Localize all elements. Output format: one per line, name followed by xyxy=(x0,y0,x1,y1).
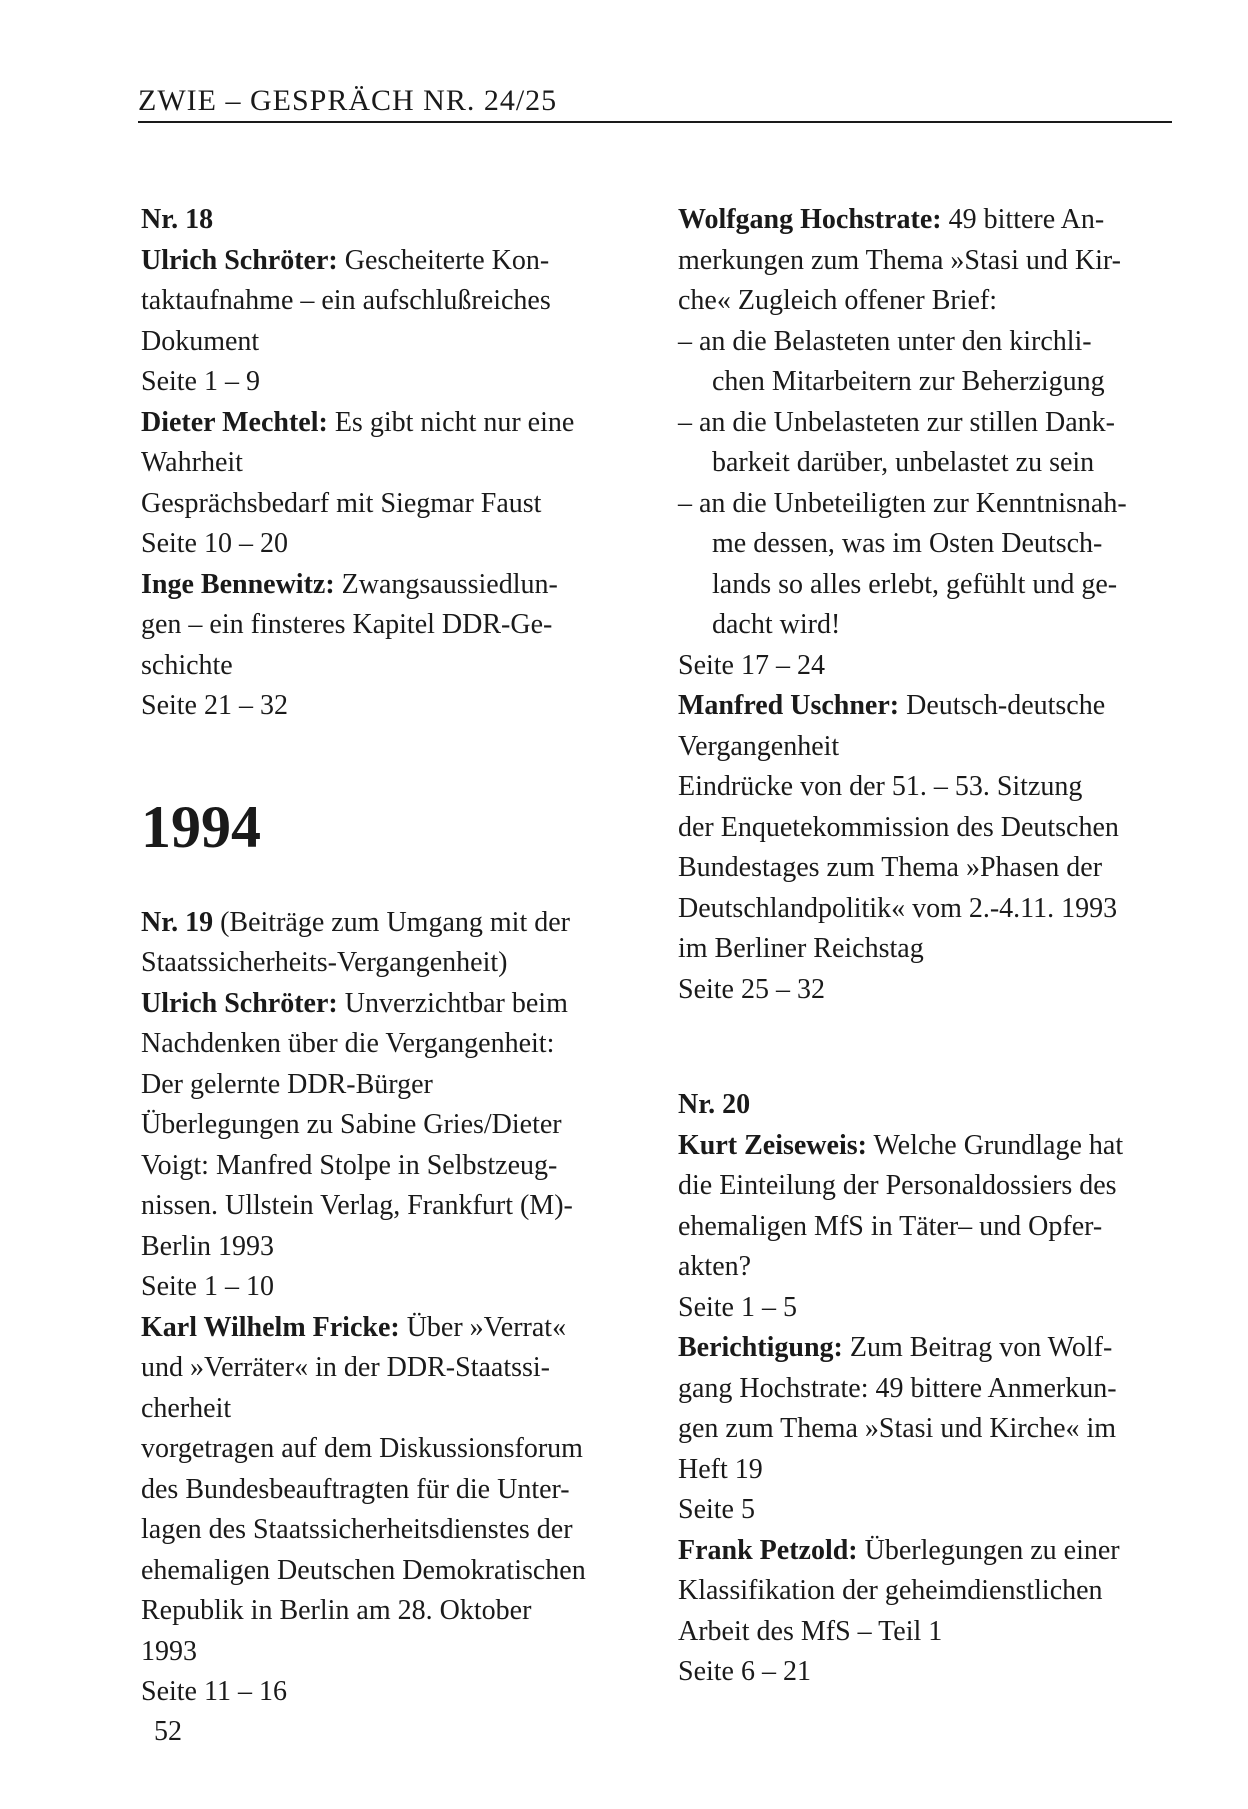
entry-title: Gescheiterte Kon- xyxy=(337,244,550,276)
entry-petzold xyxy=(678,1531,1178,1572)
entry-pages: Seite 10 – 20 xyxy=(141,528,288,559)
entry-pages: Seite 11 – 16 xyxy=(141,1676,287,1707)
section-gap xyxy=(678,1010,1178,1085)
running-header: ZWIE – GESPRÄCH NR. 24/25 xyxy=(138,84,558,117)
entry-author: Karl Wilhelm Fricke: xyxy=(141,1311,400,1343)
entry-pages: Seite 21 – 32 xyxy=(141,690,288,721)
entry-pages: Seite 1 – 5 xyxy=(678,1291,797,1323)
entry-zeiseweis xyxy=(678,1126,1178,1167)
entry-author: Wolfgang Hochstrate: xyxy=(678,204,942,235)
entry-title-line: Arbeit des MfS – Teil 1 xyxy=(678,1615,943,1647)
right-column xyxy=(678,200,1178,1693)
bullet-continuation: me dessen, was im Osten Deutsch- xyxy=(712,528,1103,559)
issue-note-line: Staatssicherheits-Vergangenheit) xyxy=(141,947,508,978)
entry-title-line: schichte xyxy=(141,649,233,681)
entry-title: Es gibt nicht nur eine xyxy=(327,406,575,438)
issue-number: Nr. 19 xyxy=(141,906,214,938)
entry-schroeter-1 xyxy=(141,241,661,282)
header-rule xyxy=(138,121,1172,123)
entry-fricke xyxy=(141,1308,661,1349)
entry-title-line: ehemaligen Deutschen Demokratischen xyxy=(141,1554,586,1586)
entry-title-line: Deutschlandpolitik« vom 2.-4.11. 1993 xyxy=(678,892,1118,924)
entry-title-line: Gesprächsbedarf mit Siegmar Faust xyxy=(141,487,542,519)
bullet-continuation: barkeit darüber, unbelastet zu sein xyxy=(712,447,1095,478)
entry-pages: Seite 1 – 9 xyxy=(141,366,260,397)
entry-title-line: ehemaligen MfS in Täter– und Opfer- xyxy=(678,1210,1103,1242)
entry-title-line: und »Verräter« in der DDR-Staatssi- xyxy=(141,1352,551,1383)
entry-title: Über »Verrat« xyxy=(399,1311,567,1343)
entry-title-line: Wahrheit xyxy=(141,447,243,478)
entry-title-line: akten? xyxy=(678,1251,752,1282)
issue-heading-nr19 xyxy=(141,903,661,944)
entry-author: Dieter Mechtel: xyxy=(141,406,328,438)
entry-title-line: 1993 xyxy=(141,1635,197,1667)
entry-pages: Seite 5 xyxy=(678,1494,755,1525)
entry-title: Zum Beitrag von Wolf- xyxy=(842,1332,1113,1363)
entry-title-line: die Einteilung der Personaldossiers des xyxy=(678,1170,1117,1201)
entry-uschner xyxy=(678,686,1178,727)
issue-heading-nr18: Nr. 18 xyxy=(141,204,214,235)
entry-title: Überlegungen zu einer xyxy=(857,1534,1120,1566)
entry-pages: Seite 25 – 32 xyxy=(678,973,825,1005)
entry-title-line: Heft 19 xyxy=(678,1453,763,1485)
entry-schroeter-2 xyxy=(141,984,661,1025)
entry-title-line: Dokument xyxy=(141,325,260,357)
entry-title-line: cherheit xyxy=(141,1392,232,1424)
entry-title-line: Vergangenheit xyxy=(678,730,840,762)
entry-title-line: lagen des Staatssicherheitsdienstes der xyxy=(141,1514,573,1545)
entry-title-line: gen zum Thema »Stasi und Kirche« im xyxy=(678,1413,1117,1444)
entry-pages: Seite 17 – 24 xyxy=(678,649,825,681)
left-column xyxy=(141,200,661,1713)
entry-mechtel xyxy=(141,403,661,444)
entry-title: Zwangsaussiedlun- xyxy=(334,568,558,600)
entry-author: Berichtigung: xyxy=(678,1332,843,1363)
issue-heading-nr20: Nr. 20 xyxy=(678,1089,751,1120)
entry-hochstrate xyxy=(678,200,1178,241)
page-number: 52 xyxy=(154,1716,182,1747)
entry-title-line: des Bundesbeauftragten für die Unter- xyxy=(141,1473,570,1505)
entry-title-line: Republik in Berlin am 28. Oktober xyxy=(141,1595,532,1626)
entry-title-line: Berlin 1993 xyxy=(141,1230,274,1262)
entry-title-line: merkungen zum Thema »Stasi und Kir- xyxy=(678,244,1121,276)
entry-title-line: Voigt: Manfred Stolpe in Selbstzeug- xyxy=(141,1149,558,1181)
entry-title: 49 bittere An- xyxy=(941,204,1105,235)
entry-author: Inge Bennewitz: xyxy=(141,568,335,600)
entry-pages: Seite 6 – 21 xyxy=(678,1656,811,1687)
entry-title-line: im Berliner Reichstag xyxy=(678,933,924,964)
entry-author: Ulrich Schröter: xyxy=(141,987,338,1019)
entry-title-line: Bundestages zum Thema »Phasen der xyxy=(678,852,1103,883)
entry-author: Frank Petzold: xyxy=(678,1534,858,1566)
entry-title-line: der Enquetekommission des Deutschen xyxy=(678,811,1119,843)
entry-title-line: taktaufnahme – ein aufschlußreiches xyxy=(141,285,551,316)
entry-bennewitz xyxy=(141,565,661,606)
bullet-continuation: dacht wird! xyxy=(712,609,841,640)
bullet-item: – an die Belasteten unter den kirchli- xyxy=(678,325,1092,357)
entry-title-line: nissen. Ullstein Verlag, Frankfurt (M)- xyxy=(141,1190,573,1221)
year-heading: 1994 xyxy=(141,793,261,860)
entry-author: Manfred Uschner: xyxy=(678,690,900,721)
bullet-continuation: chen Mitarbeitern zur Beherzigung xyxy=(712,366,1105,397)
entry-author: Ulrich Schröter: xyxy=(141,244,338,276)
entry-title-line: Eindrücke von der 51. – 53. Sitzung xyxy=(678,771,1083,802)
bullet-item: – an die Unbeteiligten zur Kenntnisnah- xyxy=(678,487,1127,519)
bullet-continuation: lands so alles erlebt, gefühlt und ge- xyxy=(712,568,1118,600)
bullet-item: – an die Unbelasteten zur stillen Dank- xyxy=(678,406,1115,438)
entry-berichtigung xyxy=(678,1328,1178,1369)
entry-title-line: gen – ein finsteres Kapitel DDR-Ge- xyxy=(141,609,553,640)
entry-title-line: gang Hochstrate: 49 bittere Anmerkun- xyxy=(678,1372,1117,1404)
entry-pages: Seite 1 – 10 xyxy=(141,1271,274,1302)
entry-title-line: Nachdenken über die Vergangenheit: xyxy=(141,1028,555,1059)
entry-title: Welche Grundlage hat xyxy=(866,1129,1124,1161)
entry-title: Deutsch-deutsche xyxy=(899,690,1106,721)
entry-title-line: Der gelernte DDR-Bürger xyxy=(141,1068,433,1100)
entry-title-line: Überlegungen zu Sabine Gries/Dieter xyxy=(141,1109,562,1140)
entry-author: Kurt Zeiseweis: xyxy=(678,1129,867,1161)
entry-title: Unverzichtbar beim xyxy=(337,987,568,1019)
entry-title-line: che« Zugleich offener Brief: xyxy=(678,285,998,316)
entry-title-line: Klassifikation der geheimdienstlichen xyxy=(678,1575,1103,1606)
issue-note: (Beiträge zum Umgang mit der xyxy=(213,906,570,938)
entry-title-line: vorgetragen auf dem Diskussionsforum xyxy=(141,1433,583,1464)
